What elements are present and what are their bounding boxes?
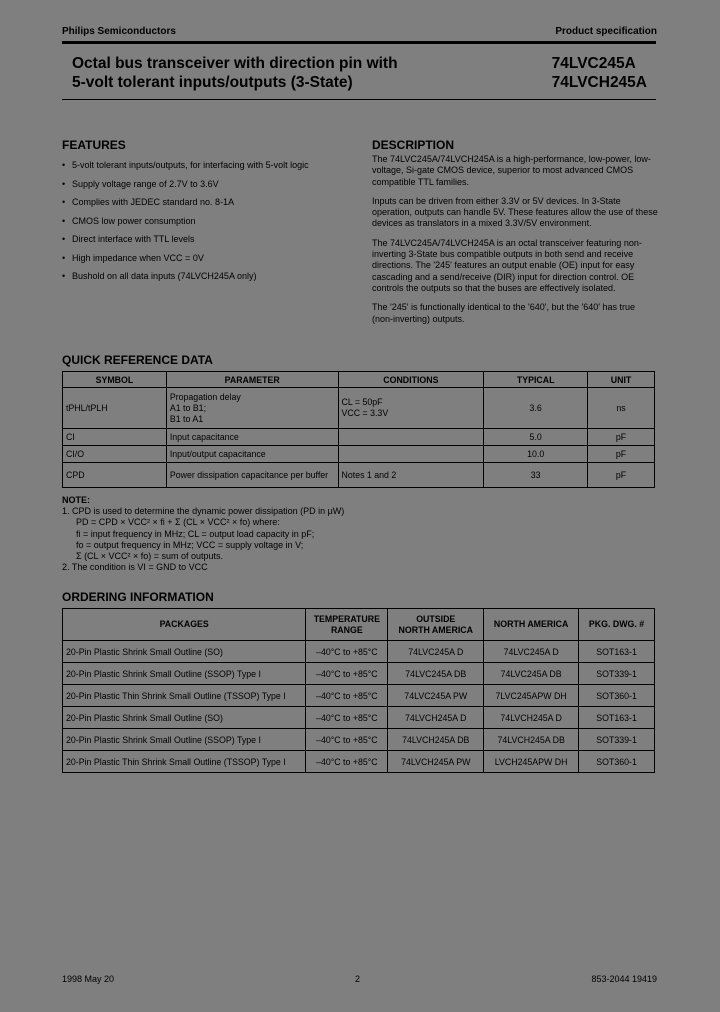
description-section (372, 138, 658, 333)
column-header: PKG. DWG. # (579, 609, 655, 641)
north-america-cell: LVCH245APW DH (484, 751, 579, 773)
outside-na-cell: 74LVC245A PW (388, 685, 484, 707)
column-header: UNIT (588, 372, 655, 388)
column-header: NORTH AMERICA (484, 609, 579, 641)
notes-section (62, 495, 652, 573)
parameter-cell: Input/output capacitance (166, 446, 338, 463)
column-header: SYMBOL (63, 372, 167, 388)
column-header: TYPICAL (484, 372, 588, 388)
description-paragraph: The '245' is functionally identical to the '640', but the '640' has true (non-inverting) outputs. (372, 302, 635, 324)
north-america-cell: 74LVCH245A D (484, 707, 579, 729)
outside-na-cell: 74LVCH245A D (388, 707, 484, 729)
pkg-dwg-cell: SOT163-1 (579, 641, 655, 663)
bullet-icon: • (62, 160, 66, 170)
package-cell: 20-Pin Plastic Shrink Small Outline (SO) (63, 641, 306, 663)
description-paragraph: The 74LVC245A/74LVCH245A is a high-performance, low-power, low-voltage, Si-gate CMOS device, superior to most advanced CMOS compatible TTL families. (372, 154, 651, 187)
package-cell: 20-Pin Plastic Shrink Small Outline (SSOP) Type I (63, 729, 306, 751)
table-row (63, 463, 655, 488)
table-row (63, 685, 655, 707)
package-cell: 20-Pin Plastic Thin Shrink Small Outline (TSSOP) Type I (63, 751, 306, 773)
table-header-row (63, 609, 655, 641)
north-america-cell: 7LVC245APW DH (484, 685, 579, 707)
part-number-1: 74LVC245A (551, 55, 636, 72)
note-1: 1. CPD is used to determine the dynamic power dissipation (PD in μW) (62, 506, 345, 517)
typical-cell: 33 (484, 463, 588, 488)
document-title (72, 54, 398, 92)
unit-cell: pF (588, 446, 655, 463)
temperature-cell: –40°C to +85°C (306, 707, 388, 729)
company-name: Philips Semiconductors (62, 26, 176, 37)
column-header: PARAMETER (166, 372, 338, 388)
temperature-cell: –40°C to +85°C (306, 729, 388, 751)
title-rule (62, 99, 656, 100)
quick-reference-heading: QUICK REFERENCE DATA (62, 353, 213, 367)
typical-cell: 10.0 (484, 446, 588, 463)
ordering-table (62, 608, 655, 773)
north-america-cell: 74LVC245A D (484, 641, 579, 663)
package-cell: 20-Pin Plastic Thin Shrink Small Outline (TSSOP) Type I (63, 685, 306, 707)
table-row (63, 707, 655, 729)
table-row (63, 729, 655, 751)
bullet-icon: • (62, 197, 66, 207)
title-line-1: Octal bus transceiver with direction pin with (72, 55, 398, 72)
package-cell: 20-Pin Plastic Shrink Small Outline (SSOP) Type I (63, 663, 306, 685)
feature-item: • Bushold on all data inputs (74LVCH245A only) (62, 271, 257, 281)
bullet-icon: • (62, 178, 66, 189)
column-header: OUTSIDE NORTH AMERICA (388, 609, 484, 641)
description-paragraph: The 74LVC245A/74LVCH245A is an octal transceiver featuring non-inverting 3-State bus compatible outputs in both send and receive directions. The '245' features an output enable (OE) input for easy cascading and a send/receive (DIR) input for direction control. OE controls the outputs so that the buses are effectively isolated. (372, 237, 642, 293)
parameter-cell: Input capacitance (166, 429, 338, 446)
column-header: PACKAGES (63, 609, 306, 641)
temperature-cell: –40°C to +85°C (306, 685, 388, 707)
feature-item: • Complies with JEDEC standard no. 8-1A (62, 197, 235, 207)
note-1-line: fi = input frequency in MHz; CL = output load capacity in pF; (76, 528, 315, 539)
symbol-cell: tPHL/tPLH (63, 388, 167, 429)
conditions-cell: Notes 1 and 2 (338, 463, 484, 488)
temperature-cell: –40°C to +85°C (306, 751, 388, 773)
feature-item: • High impedance when VCC = 0V (62, 252, 204, 263)
temperature-cell: –40°C to +85°C (306, 641, 388, 663)
symbol-cell: CPD (63, 463, 167, 488)
conditions-cell (338, 429, 484, 446)
part-numbers (552, 54, 647, 92)
document-code: 853-2044 19419 (591, 974, 657, 984)
features-section (62, 138, 352, 290)
features-list (62, 160, 352, 282)
outside-na-cell: 74LVCH245A PW (388, 751, 484, 773)
note-1-formula: PD = CPD × VCC² × fi + Σ (CL × VCC² × fo) where: (76, 517, 280, 528)
note-1-line: fo = output frequency in MHz; VCC = supply voltage in V; (76, 539, 304, 550)
table-row (63, 388, 655, 429)
feature-item: • 5-volt tolerant inputs/outputs, for interfacing with 5-volt logic (62, 160, 309, 170)
north-america-cell: 74LVC245A DB (484, 663, 579, 685)
temperature-cell: –40°C to +85°C (306, 663, 388, 685)
description-paragraph: Inputs can be driven from either 3.3V or 5V devices. In 3-State operation, outputs can handle 5V. These features allow the use of these devices as translators in a mixed 3.3V/5V environment. (372, 195, 658, 229)
outside-na-cell: 74LVC245A DB (388, 663, 484, 685)
feature-item: • Direct interface with TTL levels (62, 234, 195, 244)
part-number-2: 74LVCH245A (551, 74, 647, 91)
header-rule (62, 41, 656, 44)
outside-na-cell: 74LVCH245A DB (388, 729, 484, 751)
unit-cell: pF (588, 463, 655, 488)
note-2: 2. The condition is VI = GND to VCC (62, 562, 208, 573)
typical-cell: 5.0 (484, 429, 588, 446)
bullet-icon: • (62, 271, 66, 281)
pkg-dwg-cell: SOT339-1 (579, 663, 655, 685)
pkg-dwg-cell: SOT360-1 (579, 751, 655, 773)
symbol-cell: CI/O (63, 446, 167, 463)
parameter-cell: Power dissipation capacitance per buffer (166, 463, 338, 488)
table-row (63, 429, 655, 446)
table-row (63, 751, 655, 773)
outside-na-cell: 74LVC245A D (388, 641, 484, 663)
page-number: 2 (355, 974, 361, 984)
feature-item: • Supply voltage range of 2.7V to 3.6V (62, 178, 219, 189)
parameter-cell: Propagation delay A1 to B1; B1 to A1 (166, 388, 338, 429)
symbol-cell: CI (63, 429, 167, 446)
typical-cell: 3.6 (484, 388, 588, 429)
feature-item: • CMOS low power consumption (62, 215, 196, 226)
column-header: CONDITIONS (338, 372, 484, 388)
unit-cell: pF (588, 429, 655, 446)
table-row (63, 663, 655, 685)
table-row (63, 446, 655, 463)
notes-heading: NOTE: (62, 495, 90, 505)
features-heading: FEATURES (62, 138, 126, 152)
bullet-icon: • (62, 234, 66, 244)
unit-cell: ns (588, 388, 655, 429)
north-america-cell: 74LVCH245A DB (484, 729, 579, 751)
pkg-dwg-cell: SOT163-1 (579, 707, 655, 729)
table-row (63, 641, 655, 663)
column-header: TEMPERATURE RANGE (306, 609, 388, 641)
quick-reference-table (62, 371, 655, 488)
conditions-cell: CL = 50pF VCC = 3.3V (338, 388, 484, 429)
ordering-heading: ORDERING INFORMATION (62, 590, 214, 604)
note-1-line: Σ (CL × VCC² × fo) = sum of outputs. (76, 551, 224, 562)
pkg-dwg-cell: SOT339-1 (579, 729, 655, 751)
document-type: Product specification (555, 26, 657, 37)
conditions-cell (338, 446, 484, 463)
table-header-row (63, 372, 655, 388)
pkg-dwg-cell: SOT360-1 (579, 685, 655, 707)
title-line-2: 5-volt tolerant inputs/outputs (3-State) (72, 74, 353, 91)
footer-date: 1998 May 20 (62, 974, 115, 984)
package-cell: 20-Pin Plastic Shrink Small Outline (SO) (63, 707, 306, 729)
bullet-icon: • (62, 215, 66, 226)
description-heading: DESCRIPTION (372, 138, 455, 152)
bullet-icon: • (62, 252, 66, 263)
